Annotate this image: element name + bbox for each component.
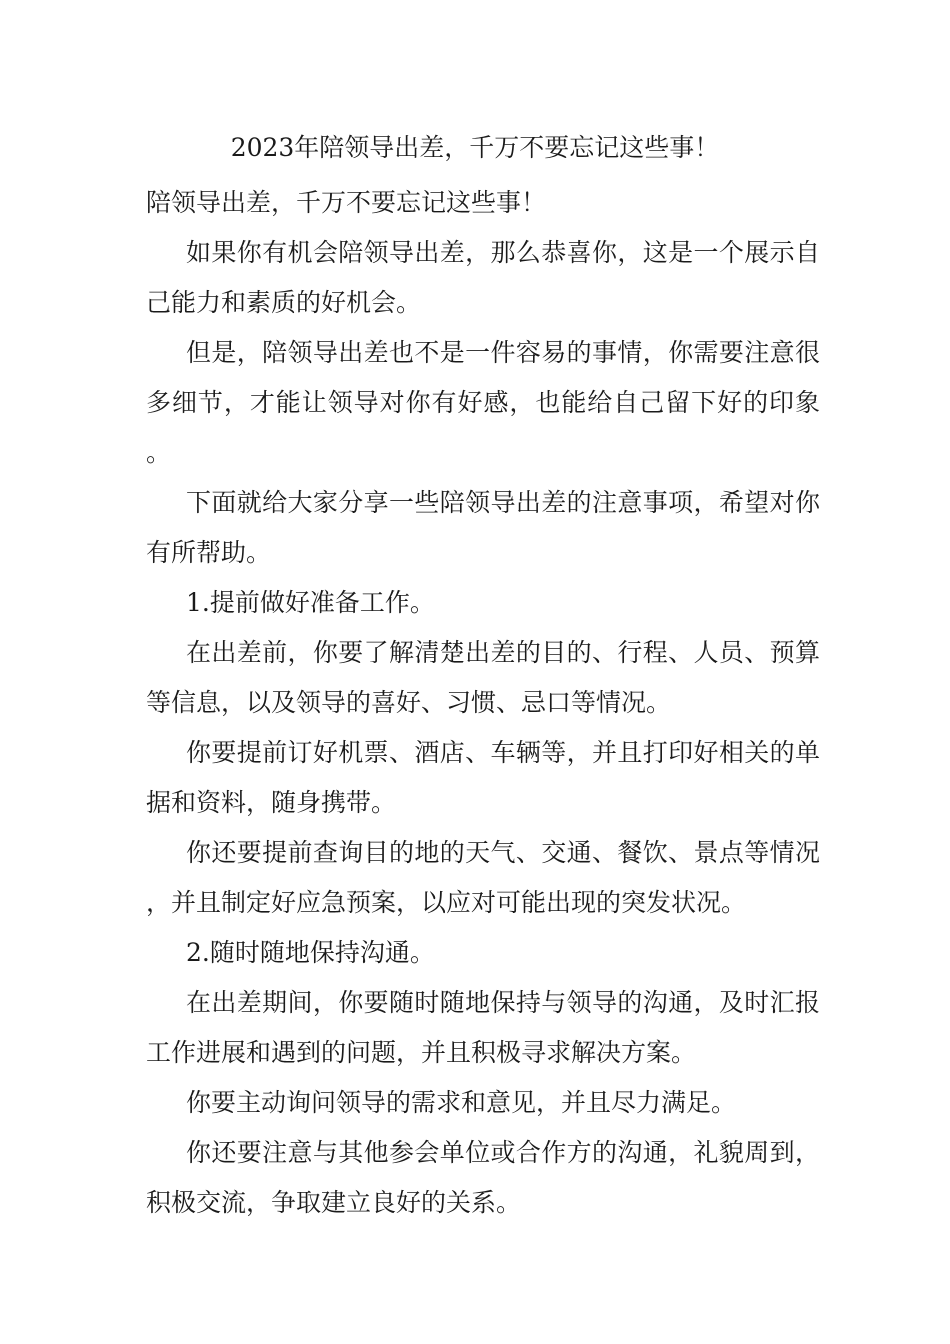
section-heading-1: 1.提前做好准备工作。: [186, 588, 435, 617]
paragraph: 下面就给大家分享一些陪领导出差的注意事项，希望对你有所帮助。: [146, 488, 820, 567]
paragraph-subtitle: 陪领导出差，千万不要忘记这些事！: [146, 188, 547, 217]
paragraph: 在出差前，你要了解清楚出差的目的、行程、人员、预算等信息，以及领导的喜好、习惯、忌口等情况。: [146, 638, 820, 717]
paragraph: 你还要提前查询目的地的天气、交通、餐饮、景点等情况，并且制定好应急预案，以应对可能出现的突发状况。: [146, 838, 820, 917]
paragraph: 但是，陪领导出差也不是一件容易的事情，你需要注意很多细节，才能让领导对你有好感，也能给自己留下好的印象。: [146, 338, 820, 467]
paragraph: 你要提前订好机票、酒店、车辆等，并且打印好相关的单据和资料，随身携带。: [146, 738, 820, 817]
paragraph: 你还要注意与其他参会单位或合作方的沟通，礼貌周到，积极交流，争取建立良好的关系。: [146, 1138, 820, 1217]
document-body: [146, 178, 820, 1228]
paragraph: 你要主动询问领导的需求和意见，并且尽力满足。: [186, 1088, 737, 1117]
document-title: 2023年陪领导出差，千万不要忘记这些事！: [230, 133, 720, 162]
section-heading-2: 2.随时随地保持沟通。: [186, 938, 435, 967]
paragraph: 在出差期间，你要随时随地保持与领导的沟通，及时汇报工作进展和遇到的问题，并且积极寻求解决方案。: [146, 988, 820, 1067]
paragraph: 如果你有机会陪领导出差，那么恭喜你，这是一个展示自己能力和素质的好机会。: [146, 238, 820, 317]
